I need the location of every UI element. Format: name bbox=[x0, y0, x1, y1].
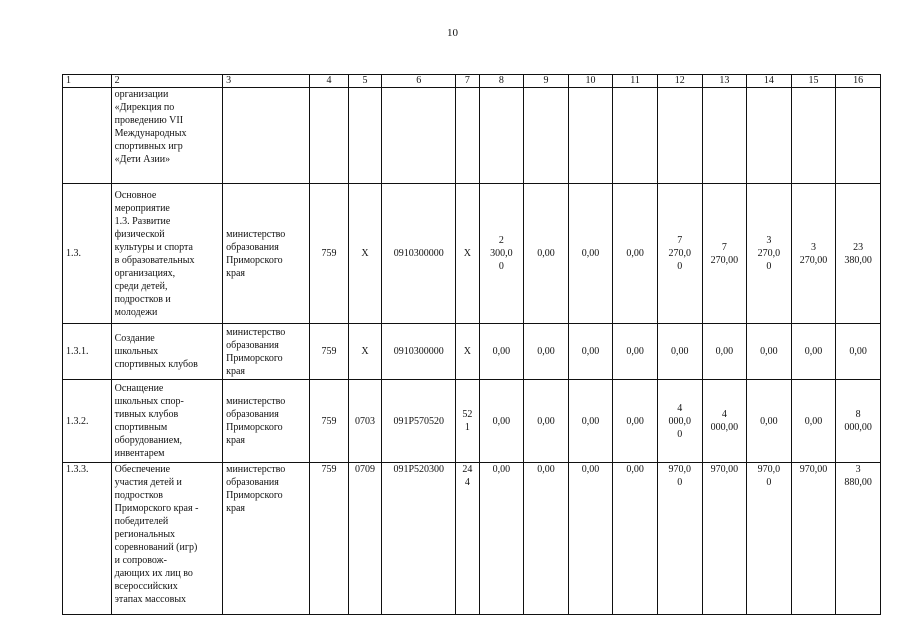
value-cell: 2 300,0 0 bbox=[479, 184, 524, 324]
col-header-2: 2 bbox=[111, 75, 222, 88]
table-row bbox=[63, 324, 881, 380]
col-header-15: 15 bbox=[791, 75, 836, 88]
executor: министерство образования Приморского края bbox=[223, 380, 310, 463]
value-cell: 0,00 bbox=[613, 324, 658, 380]
value-cell: 0,00 bbox=[479, 324, 524, 380]
value-cell: 0,00 bbox=[568, 463, 613, 615]
page-number: 10 bbox=[447, 27, 458, 39]
value-cell: 970,00 bbox=[702, 463, 747, 615]
value-cell bbox=[479, 88, 524, 184]
value-cell: 0,00 bbox=[702, 324, 747, 380]
value-cell: 7 270,00 bbox=[702, 184, 747, 324]
code-section: 0709 bbox=[348, 463, 381, 615]
value-cell bbox=[791, 88, 836, 184]
row-index: 1.3.3. bbox=[63, 463, 112, 615]
value-cell: 3 270,0 0 bbox=[747, 184, 792, 324]
code-ministry: 759 bbox=[310, 463, 349, 615]
value-cell: 0,00 bbox=[524, 380, 569, 463]
value-cell: 0,00 bbox=[791, 380, 836, 463]
table-row bbox=[63, 463, 881, 615]
value-cell bbox=[657, 88, 702, 184]
program-table bbox=[62, 74, 881, 615]
value-cell bbox=[747, 88, 792, 184]
value-cell: 0,00 bbox=[568, 380, 613, 463]
code-target: 091P520300 bbox=[382, 463, 456, 615]
table-row bbox=[63, 88, 881, 184]
row-index: 1.3. bbox=[63, 184, 112, 324]
value-cell: 0,00 bbox=[747, 324, 792, 380]
code-section: X bbox=[348, 184, 381, 324]
value-cell: 0,00 bbox=[524, 184, 569, 324]
table-row bbox=[63, 184, 881, 324]
value-cell: 8 000,00 bbox=[836, 380, 881, 463]
col-header-10: 10 bbox=[568, 75, 613, 88]
value-cell: 0,00 bbox=[613, 463, 658, 615]
code-target: 0910300000 bbox=[382, 324, 456, 380]
code-ministry: 759 bbox=[310, 380, 349, 463]
code-expense: X bbox=[456, 324, 479, 380]
value-cell bbox=[613, 88, 658, 184]
value-cell: 0,00 bbox=[836, 324, 881, 380]
row-index: 1.3.1. bbox=[63, 324, 112, 380]
row-index bbox=[63, 88, 112, 184]
value-cell: 0,00 bbox=[524, 463, 569, 615]
value-cell: 970,0 0 bbox=[747, 463, 792, 615]
value-cell: 7 270,0 0 bbox=[657, 184, 702, 324]
col-header-7: 7 bbox=[456, 75, 479, 88]
executor: министерство образования Приморского края bbox=[223, 463, 310, 615]
col-header-1: 1 bbox=[63, 75, 112, 88]
col-header-16: 16 bbox=[836, 75, 881, 88]
value-cell: 3 270,00 bbox=[791, 184, 836, 324]
header-row bbox=[63, 75, 881, 88]
col-header-6: 6 bbox=[382, 75, 456, 88]
code-target: 091P570520 bbox=[382, 380, 456, 463]
executor: министерство образования Приморского края bbox=[223, 184, 310, 324]
code-ministry: 759 bbox=[310, 324, 349, 380]
col-header-11: 11 bbox=[613, 75, 658, 88]
value-cell: 4 000,0 0 bbox=[657, 380, 702, 463]
value-cell: 0,00 bbox=[613, 184, 658, 324]
code-ministry: 759 bbox=[310, 184, 349, 324]
value-cell bbox=[568, 88, 613, 184]
executor: министерство образования Приморского края bbox=[223, 324, 310, 380]
executor bbox=[223, 88, 310, 184]
value-cell: 970,0 0 bbox=[657, 463, 702, 615]
col-header-9: 9 bbox=[524, 75, 569, 88]
value-cell: 0,00 bbox=[657, 324, 702, 380]
value-cell: 0,00 bbox=[568, 184, 613, 324]
value-cell bbox=[524, 88, 569, 184]
value-cell: 0,00 bbox=[791, 324, 836, 380]
col-header-13: 13 bbox=[702, 75, 747, 88]
code-target: 0910300000 bbox=[382, 184, 456, 324]
value-cell bbox=[702, 88, 747, 184]
value-cell: 970,00 bbox=[791, 463, 836, 615]
code-section: 0703 bbox=[348, 380, 381, 463]
value-cell bbox=[836, 88, 881, 184]
value-cell: 3 880,00 bbox=[836, 463, 881, 615]
value-cell: 0,00 bbox=[479, 380, 524, 463]
col-header-4: 4 bbox=[310, 75, 349, 88]
value-cell: 0,00 bbox=[613, 380, 658, 463]
code-section: X bbox=[348, 324, 381, 380]
code-expense: 52 1 bbox=[456, 380, 479, 463]
code-expense bbox=[456, 88, 479, 184]
measure-name: Оснащение школьных спор- тивных клубов спортивным оборудованием, инвентарем bbox=[111, 380, 222, 463]
col-header-14: 14 bbox=[747, 75, 792, 88]
value-cell: 4 000,00 bbox=[702, 380, 747, 463]
value-cell: 0,00 bbox=[524, 324, 569, 380]
code-section bbox=[348, 88, 381, 184]
value-cell: 0,00 bbox=[568, 324, 613, 380]
col-header-12: 12 bbox=[657, 75, 702, 88]
row-index: 1.3.2. bbox=[63, 380, 112, 463]
value-cell: 0,00 bbox=[479, 463, 524, 615]
measure-name: Основное мероприятие 1.3. Развитие физической культуры и спорта в образовательных организациях, среди детей, подростков и молодежи bbox=[111, 184, 222, 324]
code-target bbox=[382, 88, 456, 184]
code-expense: X bbox=[456, 184, 479, 324]
measure-name: Обеспечение участия детей и подростков Приморского края - победителей региональных соревнований (игр) и сопровож- дающих их лиц во всероссийских этапах массовых bbox=[111, 463, 222, 615]
code-ministry bbox=[310, 88, 349, 184]
table-row bbox=[63, 380, 881, 463]
value-cell: 0,00 bbox=[747, 380, 792, 463]
code-expense: 24 4 bbox=[456, 463, 479, 615]
col-header-5: 5 bbox=[348, 75, 381, 88]
measure-name: организации «Дирекция по проведению VII Международных спортивных игр «Дети Азии» bbox=[111, 88, 222, 184]
col-header-3: 3 bbox=[223, 75, 310, 88]
value-cell: 23 380,00 bbox=[836, 184, 881, 324]
measure-name: Создание школьных спортивных клубов bbox=[111, 324, 222, 380]
col-header-8: 8 bbox=[479, 75, 524, 88]
